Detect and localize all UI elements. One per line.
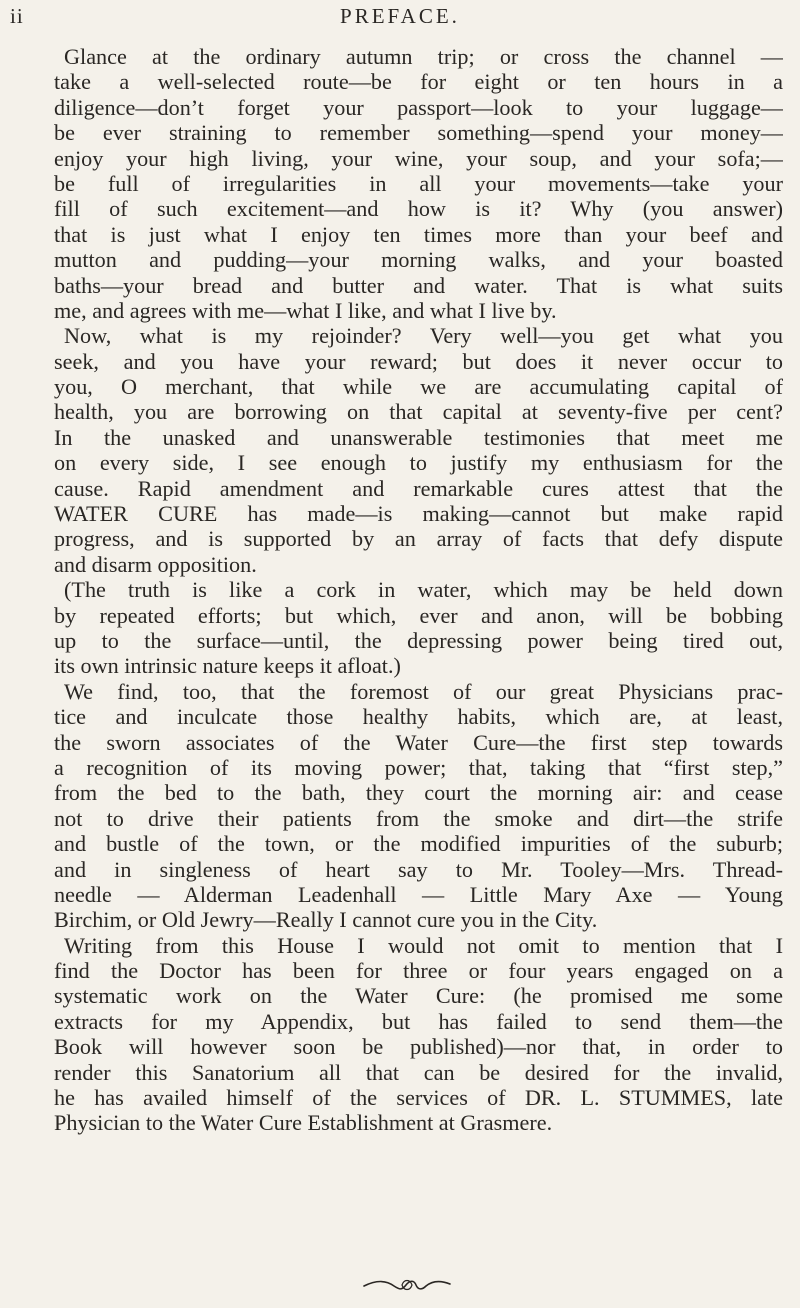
text-line: Writing from this House I would not omit to mention that I [64, 932, 783, 958]
text-line: find the Doctor has been for three or four years engaged on a [54, 958, 783, 984]
text-line: fill of such excitement—and how is it? Why (you answer) [54, 196, 783, 222]
text-line: We find, too, that the foremost of our great Physicians prac- [64, 678, 783, 704]
text-line: WATER CURE has made—is making—cannot but make rapid [54, 501, 783, 527]
text-line: diligence—don’t forget your passport—look to your luggage— [54, 94, 783, 120]
text-line: be ever straining to remember something—spend your money— [54, 120, 783, 146]
preface-text [54, 44, 783, 1136]
text-line: Glance at the ordinary autumn trip; or cross the channel — [64, 44, 783, 69]
text-line: tice and inculcate those healthy habits, which are, at least, [54, 704, 783, 730]
text-line: cause. Rapid amendment and remarkable cures attest that the [54, 475, 783, 501]
text-line: and in singleness of heart say to Mr. Tooley—Mrs. Thread- [54, 856, 783, 882]
page-header [0, 4, 800, 34]
text-line: that is just what I enjoy ten times more than your beef and [54, 221, 783, 247]
text-line: progress, and is supported by an array of facts that defy dispute [54, 526, 783, 552]
text-line: up to the surface—until, the depressing power being tired out, [54, 627, 783, 653]
text-line: render this Sanatorium all that can be desired for the invalid, [54, 1059, 783, 1085]
text-line: In the unasked and unanswerable testimonies that meet me [54, 424, 783, 450]
text-line: needle — Alderman Leadenhall — Little Mary Axe — Young [54, 881, 783, 907]
text-line: from the bed to the bath, they court the morning air: and cease [54, 780, 783, 806]
text-line: (The truth is like a cork in water, which may be held down [64, 577, 783, 603]
page-number: ii [10, 4, 24, 28]
text-line: mutton and pudding—your morning walks, and your boasted [54, 247, 783, 273]
text-line: baths—your bread and butter and water. That is what suits [54, 272, 783, 298]
text-line: by repeated efforts; but which, ever and anon, will be bobbing [54, 602, 783, 628]
text-line: health, you are borrowing on that capital at seventy-five per cent? [54, 399, 783, 425]
text-line: its own intrinsic nature keeps it afloat.) [54, 653, 401, 679]
text-line: Book will however soon be published)—nor that, in order to [54, 1034, 783, 1060]
text-line: a recognition of its moving power; that, taking that “first step,” [54, 754, 783, 780]
text-line: the sworn associates of the Water Cure—the first step towards [54, 729, 783, 755]
text-line: seek, and you have your reward; but does it never occur to [54, 348, 783, 374]
text-line: not to drive their patients from the smoke and dirt—the strife [54, 805, 783, 831]
text-line: Now, what is my rejoinder? Very well—you get what you [64, 323, 783, 349]
text-line: extracts for my Appendix, but has failed to send them—the [54, 1008, 783, 1034]
text-line: he has availed himself of the services of DR. L. STUMMES, late [54, 1085, 783, 1111]
text-line: Birchim, or Old Jewry—Really I cannot cure you in the City. [54, 907, 598, 933]
text-line: on every side, I see enough to justify my enthusiasm for the [54, 450, 783, 476]
text-line: me, and agrees with me—what I like, and what I live by. [54, 297, 557, 323]
text-line: enjoy your high living, your wine, your soup, and your sofa;— [54, 145, 783, 171]
text-line: and disarm opposition. [54, 551, 257, 577]
running-title: PREFACE. [340, 4, 460, 28]
tailpiece-ornament-icon [362, 1276, 452, 1294]
text-line: Physician to the Water Cure Establishment at Grasmere. [54, 1110, 553, 1136]
text-line: be full of irregularities in all your movements—take your [54, 170, 783, 196]
text-line: take a well-selected route—be for eight or ten hours in a [54, 69, 783, 95]
text-line: you, O merchant, that while we are accumulating capital of [54, 374, 783, 400]
text-line: systematic work on the Water Cure: (he promised me some [54, 983, 783, 1009]
text-line: and bustle of the town, or the modified impurities of the suburb; [54, 831, 783, 857]
